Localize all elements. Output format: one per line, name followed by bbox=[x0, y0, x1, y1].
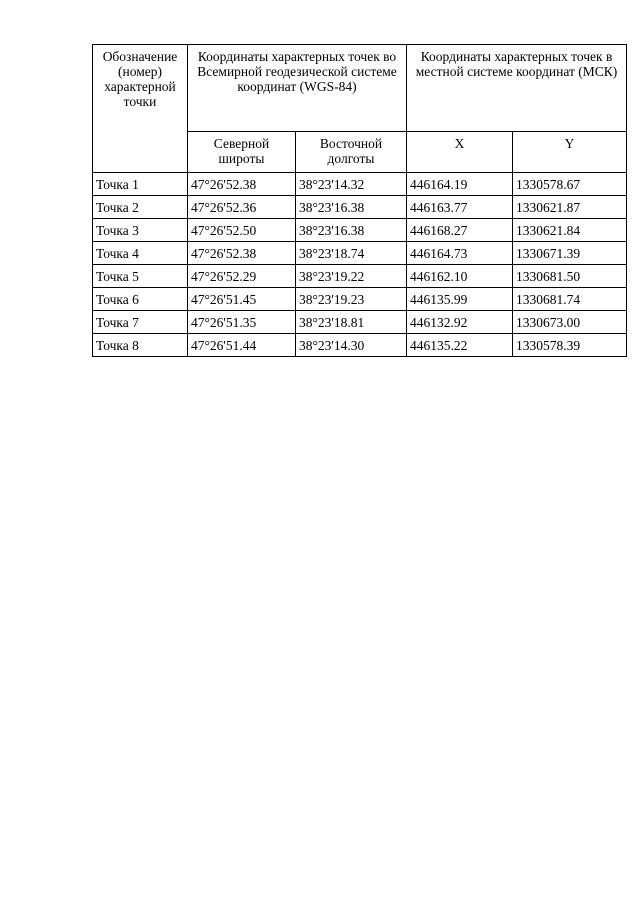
cell-point: Точка 5 bbox=[93, 265, 188, 288]
cell-latitude: 47°26'52.38 bbox=[188, 242, 296, 265]
cell-point: Точка 2 bbox=[93, 196, 188, 219]
cell-y: 1330578.67 bbox=[513, 173, 627, 196]
cell-x: 446164.73 bbox=[407, 242, 513, 265]
cell-y: 1330621.84 bbox=[513, 219, 627, 242]
cell-y: 1330681.74 bbox=[513, 288, 627, 311]
cell-y: 1330671.39 bbox=[513, 242, 627, 265]
cell-longitude: 38°23'19.23 bbox=[296, 288, 407, 311]
cell-y: 1330578.39 bbox=[513, 334, 627, 357]
cell-y: 1330621.87 bbox=[513, 196, 627, 219]
header-x: X bbox=[407, 132, 513, 173]
cell-x: 446168.27 bbox=[407, 219, 513, 242]
header-msk-group: Координаты характерных точек в местной системе координат (МСК) bbox=[407, 45, 627, 132]
cell-longitude: 38°23'14.32 bbox=[296, 173, 407, 196]
cell-longitude: 38°23'14.30 bbox=[296, 334, 407, 357]
cell-longitude: 38°23'16.38 bbox=[296, 196, 407, 219]
cell-latitude: 47°26'51.44 bbox=[188, 334, 296, 357]
coordinates-table bbox=[92, 44, 627, 357]
cell-x: 446163.77 bbox=[407, 196, 513, 219]
table-row bbox=[93, 196, 627, 219]
cell-x: 446164.19 bbox=[407, 173, 513, 196]
header-point-designation: Обозначение (номер) характерной точки bbox=[93, 45, 188, 173]
table-row bbox=[93, 242, 627, 265]
header-y: Y bbox=[513, 132, 627, 173]
cell-point: Точка 1 bbox=[93, 173, 188, 196]
cell-y: 1330673.00 bbox=[513, 311, 627, 334]
table-row bbox=[93, 311, 627, 334]
cell-point: Точка 7 bbox=[93, 311, 188, 334]
cell-latitude: 47°26'51.45 bbox=[188, 288, 296, 311]
header-north-latitude: Северной широты bbox=[188, 132, 296, 173]
header-east-longitude: Восточной долготы bbox=[296, 132, 407, 173]
cell-point: Точка 8 bbox=[93, 334, 188, 357]
cell-latitude: 47°26'52.38 bbox=[188, 173, 296, 196]
table-header-row bbox=[93, 45, 627, 132]
cell-longitude: 38°23'18.74 bbox=[296, 242, 407, 265]
table-row bbox=[93, 288, 627, 311]
table-row bbox=[93, 219, 627, 242]
cell-point: Точка 3 bbox=[93, 219, 188, 242]
cell-x: 446162.10 bbox=[407, 265, 513, 288]
cell-longitude: 38°23'16.38 bbox=[296, 219, 407, 242]
cell-latitude: 47°26'52.36 bbox=[188, 196, 296, 219]
cell-longitude: 38°23'19.22 bbox=[296, 265, 407, 288]
cell-latitude: 47°26'52.29 bbox=[188, 265, 296, 288]
cell-x: 446132.92 bbox=[407, 311, 513, 334]
cell-point: Точка 4 bbox=[93, 242, 188, 265]
cell-point: Точка 6 bbox=[93, 288, 188, 311]
cell-latitude: 47°26'51.35 bbox=[188, 311, 296, 334]
table-row bbox=[93, 173, 627, 196]
table-row bbox=[93, 334, 627, 357]
cell-y: 1330681.50 bbox=[513, 265, 627, 288]
table-row bbox=[93, 265, 627, 288]
cell-latitude: 47°26'52.50 bbox=[188, 219, 296, 242]
cell-x: 446135.99 bbox=[407, 288, 513, 311]
header-wgs84-group: Координаты характерных точек во Всемирной геодезической системе координат (WGS-84) bbox=[188, 45, 407, 132]
cell-longitude: 38°23'18.81 bbox=[296, 311, 407, 334]
cell-x: 446135.22 bbox=[407, 334, 513, 357]
